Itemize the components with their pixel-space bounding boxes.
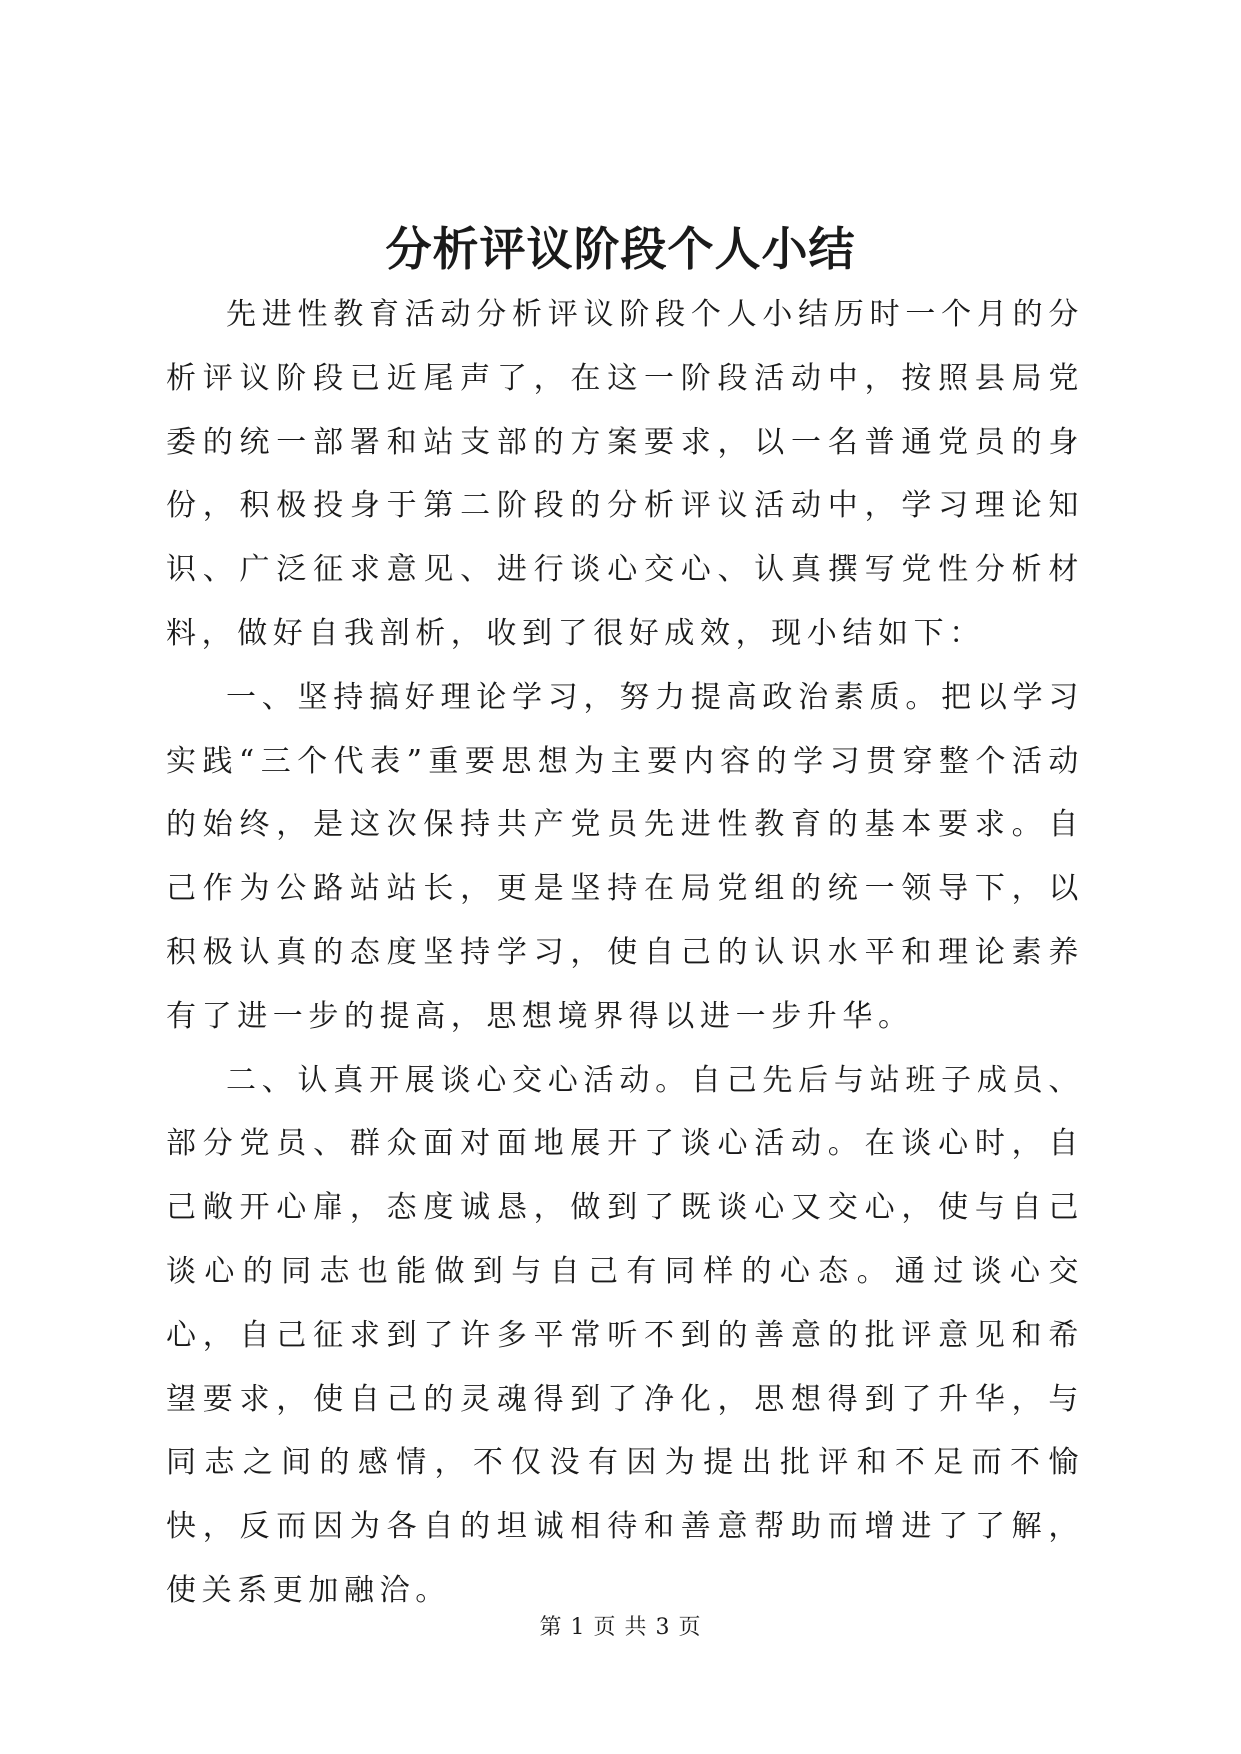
page-footer: 第 1 页 共 3 页 <box>539 1615 702 1640</box>
document-title: 分析评议阶段个人小结 <box>385 222 856 276</box>
document-body <box>166 283 1084 1623</box>
paragraph-intro: 先进性教育活动分析评议阶段个人小结历时一个月的分析评议阶段已近尾声了，在这一阶段活动中，按照县局党委的统一部署和站支部的方案要求，以一名普通党员的身份，积极投身于第二阶段的分析评议活动中，学习理论知识、广泛征求意见、进行谈心交心、认真撰写党性分析材料，做好自我剖析，收到了很好成效，现小结如下： <box>166 297 1084 651</box>
paragraph-section-2: 二、认真开展谈心交心活动。自己先后与站班子成员、部分党员、群众面对面地展开了谈心活动。在谈心时，自己敞开心扉，态度诚恳，做到了既谈心又交心，使与自己谈心的同志也能做到与自己有同样的心态。通过谈心交心，自己征求到了许多平常听不到的善意的批评意见和希望要求，使自己的灵魂得到了净化，思想得到了升华，与同志之间的感情，不仅没有因为提出批评和不足而不愉快，反而因为各自的坦诚相待和善意帮助而增进了了解，使关系更加融洽。 <box>166 1062 1084 1608</box>
paragraph-section-1: 一、坚持搞好理论学习，努力提高政治素质。把以学习实践“三个代表”重要思想为主要内容的学习贯穿整个活动的始终，是这次保持共产党员先进性教育的基本要求。自己作为公路站站长，更是坚持在局党组的统一领导下，以积极认真的态度坚持学习，使自己的认识水平和理论素养有了进一步的提高，思想境界得以进一步升华。 <box>166 679 1084 1034</box>
